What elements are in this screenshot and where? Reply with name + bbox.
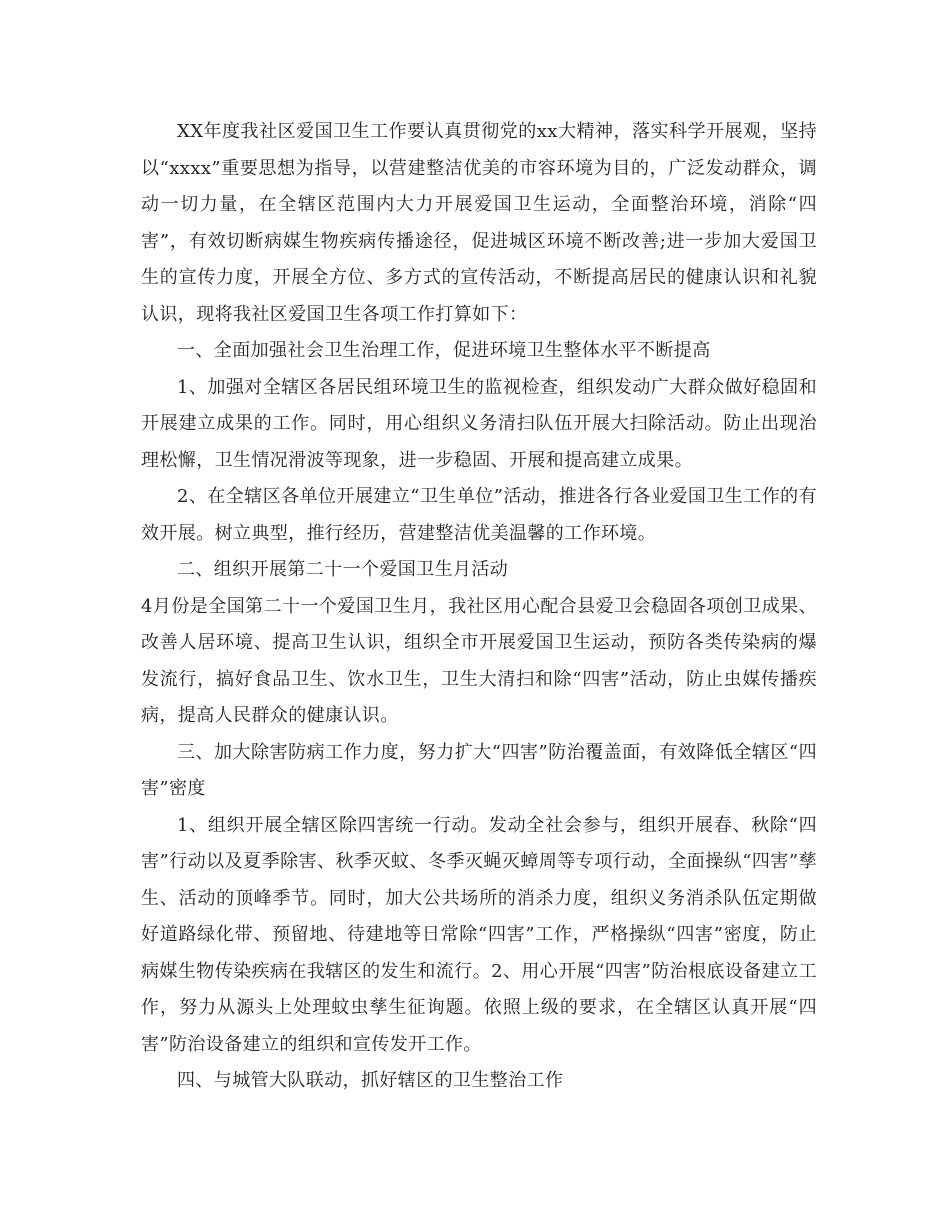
section-3-heading: 三、加大除害防病工作力度，努力扩大“四害”防治覆盖面，有效降低全辖区“四害”密度: [141, 741, 817, 799]
section-2-paragraph: 4月份是全国第二十一个爱国卫生月，我社区用心配合县爱卫会稳固各项创卫成果、改善人居环境、提高卫生认识，组织全市开展爱国卫生运动，预防各类传染病的爆发流行，搞好食品卫生、饮水卫生，卫生大清扫和除“四害”活动，防止虫媒传播疾病，提高人民群众的健康认识。: [141, 595, 817, 726]
section-1-heading: 一、全面加强社会卫生治理工作，促进环境卫生整体水平不断提高: [177, 340, 711, 361]
section-2-heading: 二、组织开展第二十一个爱国卫生月活动: [177, 559, 509, 580]
document-body: [141, 114, 817, 1100]
intro-paragraph: XX年度我社区爱国卫生工作要认真贯彻党的xx大精神，落实科学开展观，坚持以“xxxx”重要思想为指导，以营建整洁优美的市容环境为目的，广泛发动群众，调动一切力量，在全辖区范围内大力开展爱国卫生运动，全面整治环境，消除“四害”，有效切断病媒生物疾病传播途径，促进城区环境不断改善;进一步加大爱国卫生的宣传力度，开展全方位、多方式的宣传活动，不断提高居民的健康认识和礼貌认识，现将我社区爱国卫生各项工作打算如下：: [141, 121, 817, 325]
section-1-item-1: 1、加强对全辖区各居民组环境卫生的监视检查，组织发动广大群众做好稳固和开展建立成果的工作。同时，用心组织义务清扫队伍开展大扫除活动。防止出现治理松懈，卫生情况滑波等现象，进一步稳固、开展和提高建立成果。: [141, 376, 817, 471]
section-3-item-1: 1、组织开展全辖区除四害统一行动。发动全社会参与，组织开展春、秋除“四害”行动以及夏季除害、秋季灭蚊、冬季灭蝇灭蟑周等专项行动，全面操纵“四害”孳生、活动的顶峰季节。同时，加大公共场所的消杀力度，组织义务消杀队伍定期做好道路绿化带、预留地、待建地等日常除“四害”工作，严格操纵“四害”密度，防止病媒生物传染疾病在我辖区的发生和流行。2、用心开展“四害”防治根底设备建立工作，努力从源头上处理蚊虫孳生征询题。依照上级的要求，在全辖区认真开展“四害”防治设备建立的组织和宣传发开工作。: [141, 814, 817, 1055]
section-4-heading: 四、与城管大队联动，抓好辖区的卫生整治工作: [177, 1070, 564, 1091]
section-1-item-2: 2、在全辖区各单位开展建立“卫生单位”活动，推进各行各业爱国卫生工作的有效开展。树立典型，推行经历，营建整洁优美温馨的工作环境。: [141, 486, 817, 544]
